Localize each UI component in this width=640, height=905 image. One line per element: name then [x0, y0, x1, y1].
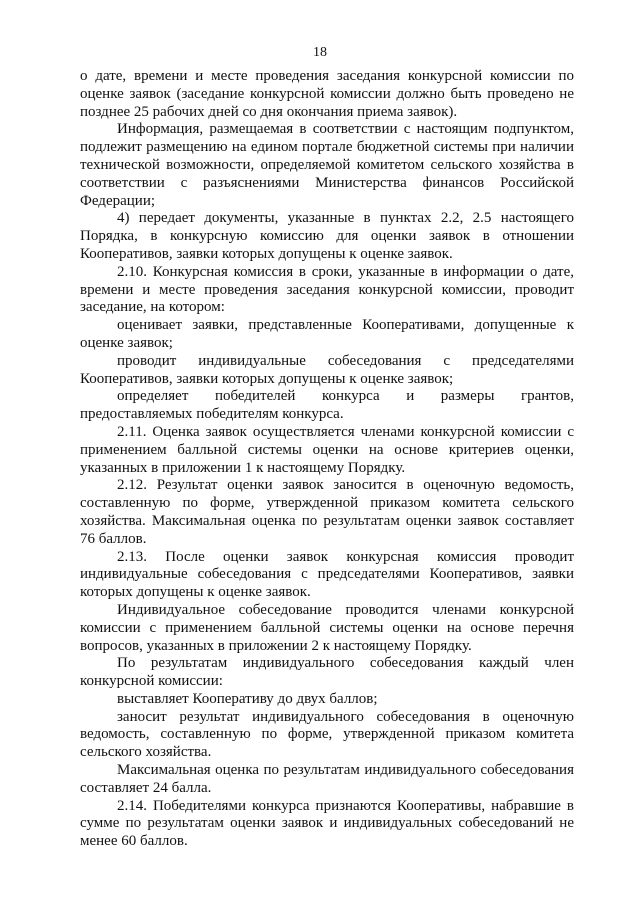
paragraph-4: 2.10. Конкурсная комиссия в сроки, указанные в информации о дате, времени и месте проведения заседания конкурсной комиссии, проводит заседание, на котором: [80, 263, 574, 316]
paragraph-10: 2.13. После оценки заявок конкурсная комиссия проводит индивидуальные собеседования с председателями Кооперативов, заявки которых допущены к оценке заявок. [80, 548, 574, 601]
paragraph-2: Информация, размещаемая в соответствии с настоящим подпунктом, подлежит размещению на едином портале бюджетной системы при наличии технической возможности, определяемой комитетом сельского хозяйства в соответствии с разъяснениями Министерства финансов Российской Федерации; [80, 121, 574, 209]
paragraph-9: 2.12. Результат оценки заявок заносится в оценочную ведомость, составленную по форме, утвержденной приказом комитета сельского хозяйства. Максимальная оценка по результатам оценки заявок составляет 76 баллов. [80, 477, 574, 547]
paragraph-12: По результатам индивидуального собеседования каждый член конкурсной комиссии: [80, 655, 574, 690]
paragraph-11: Индивидуальное собеседование проводится членами конкурсной комиссии с применением балльной системы оценки на основе перечня вопросов, указанных в приложении 2 к настоящему Порядку. [80, 601, 574, 654]
paragraph-1: о дате, времени и месте проведения заседания конкурсной комиссии по оценке заявок (заседание конкурсной комиссии должно быть проведено не позднее 25 рабочих дней со дня окончания приема заявок). [80, 68, 574, 120]
paragraph-5: оценивает заявки, представленные Кооперативами, допущенные к оценке заявок; [80, 317, 574, 351]
paragraph-3: 4) передает документы, указанные в пунктах 2.2, 2.5 настоящего Порядка, в конкурсную комиссию для оценки заявок в отношении Кооперативов, заявки которых допущены к оценке заявок. [80, 210, 574, 262]
page-number: 18 [313, 45, 327, 60]
body-text [80, 68, 574, 851]
paragraph-7: определяет победителей конкурса и размеры грантов, предоставляемых победителям конкурса. [80, 388, 574, 423]
paragraph-8: 2.11. Оценка заявок осуществляется членами конкурсной комиссии с применением балльной системы оценки на основе критериев оценки, указанных в приложении 1 к настоящему Порядку. [80, 423, 574, 476]
paragraph-6: проводит индивидуальные собеседования с председателями Кооперативов, заявки которых допущены к оценке заявок; [80, 352, 574, 387]
paragraph-14: заносит результат индивидуального собеседования в оценочную ведомость, составленную по форме, утвержденной приказом комитета сельского хозяйства. [80, 708, 574, 761]
paragraph-13: выставляет Кооперативу до двух баллов; [117, 690, 378, 707]
paragraph-15: Максимальная оценка по результатам индивидуального собеседования составляет 24 балла. [80, 762, 574, 796]
paragraph-16: 2.14. Победителями конкурса признаются Кооперативы, набравшие в сумме по результатам оценки заявок и индивидуальных собеседований не менее 60 баллов. [80, 797, 574, 850]
